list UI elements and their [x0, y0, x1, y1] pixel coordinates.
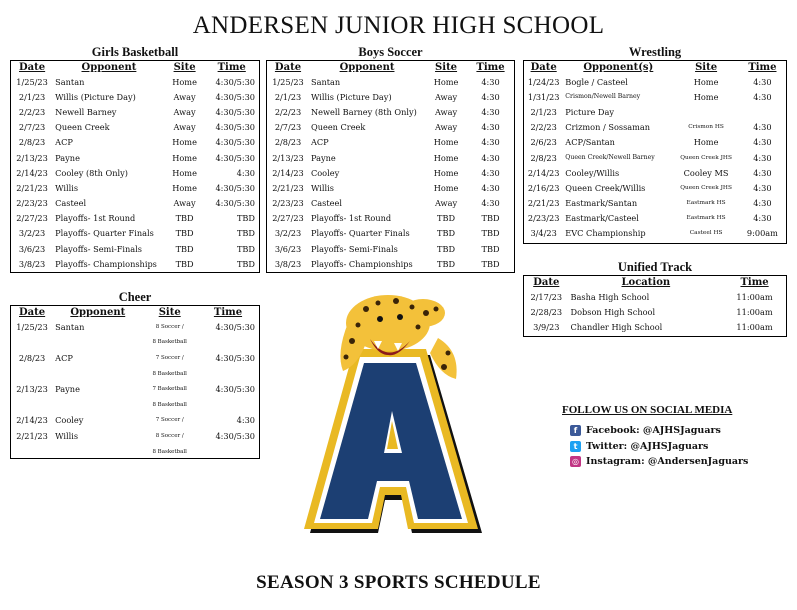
table-row: [524, 165, 786, 180]
table-row: [11, 165, 259, 180]
table-cell: 4:30/5:30: [215, 352, 255, 363]
table-cell: 9:00am: [746, 228, 778, 239]
table-cell: 2/1/23: [18, 91, 46, 102]
table-cell: Eastmark/Casteel: [565, 213, 639, 224]
table-row: [524, 196, 786, 211]
social-heading: FOLLOW US ON SOCIAL MEDIA: [562, 404, 733, 416]
table-cell: Payne: [55, 152, 80, 163]
table-cell: Home: [172, 152, 197, 163]
table-cell: Home: [172, 76, 197, 87]
table-row: [524, 74, 786, 89]
table-cell: 4:30: [236, 167, 255, 178]
table-row: [267, 104, 514, 119]
table-cell: 4:30/5:30: [215, 384, 255, 395]
table-cell: Home: [433, 137, 459, 148]
table-cell: 1/24/23: [527, 76, 560, 87]
girls-basketball-header: Time: [217, 62, 246, 73]
table-cell: Home: [433, 182, 459, 193]
unified-track-table: [523, 275, 787, 337]
twitter-label: Twitter: @AJHSJaguars: [586, 440, 709, 452]
table-cell: Home: [693, 91, 719, 102]
boys-soccer-title: Boys Soccer: [358, 45, 423, 59]
table-cell: Home: [172, 182, 197, 193]
table-cell: 2/6/23: [530, 137, 557, 148]
facebook-row[interactable]: [562, 423, 762, 439]
facebook-icon: f: [570, 425, 581, 436]
table-row: [267, 256, 514, 271]
unified-track-title: Unified Track: [617, 260, 693, 274]
wrestling-header: Site: [695, 62, 718, 73]
table-cell: 4:30: [753, 198, 772, 209]
table-cell: 2/1/23: [530, 106, 557, 117]
table-cell: Away: [173, 91, 196, 102]
table-cell: 2/13/23: [16, 152, 48, 163]
table-cell: 7 Soccer /: [155, 417, 184, 424]
table-cell: Santan: [55, 76, 85, 87]
table-cell: 1/31/23: [527, 91, 560, 102]
table-cell: 2/23/23: [527, 213, 560, 224]
table-cell: 1/25/23: [16, 321, 48, 332]
table-cell: Playoffs- Championships: [310, 258, 413, 269]
table-cell: 2/16/23: [527, 182, 560, 193]
wrestling-title: Wrestling: [628, 45, 682, 59]
social-media-block: [562, 404, 762, 470]
cheer-title: Cheer: [118, 290, 152, 304]
table-cell: 2/27/23: [272, 213, 304, 224]
table-cell: 4:30: [753, 91, 772, 102]
table-cell: Away: [173, 106, 196, 117]
wrestling-header: Time: [748, 62, 777, 73]
table-row: [11, 226, 259, 241]
table-cell: [11, 335, 53, 351]
table-cell: [53, 335, 142, 351]
table-cell: TBD: [481, 213, 500, 224]
table-row: [267, 180, 514, 195]
unified-track-header: Date: [533, 277, 560, 288]
boys-soccer-header: Site: [435, 62, 458, 73]
table-cell: 4:30: [481, 198, 500, 209]
table-cell: 3/9/23: [533, 321, 560, 332]
table-cell: Newell Barney (8th Only): [310, 106, 417, 117]
table-cell: [673, 104, 739, 119]
table-cell: TBD: [236, 228, 255, 239]
table-cell: Willis: [55, 182, 79, 193]
table-cell: 2/17/23: [530, 291, 563, 302]
table-cell: Newell Barney: [55, 106, 117, 117]
table-cell: 4:30/5:30: [215, 321, 255, 332]
table-cell: TBD: [175, 258, 194, 269]
table-cell: 1/25/23: [16, 76, 48, 87]
table-cell: 8 Basketball: [152, 370, 187, 377]
table-cell: Eastmark/Santan: [565, 198, 638, 209]
table-cell: 3/8/23: [274, 258, 302, 269]
table-cell: 3/2/23: [274, 228, 302, 239]
table-cell: 3/6/23: [274, 243, 302, 254]
instagram-row[interactable]: [562, 454, 762, 470]
table-cell: Crismon HS: [688, 124, 724, 131]
table-cell: 4:30: [481, 106, 500, 117]
table-cell: TBD: [437, 243, 456, 254]
table-cell: 2/14/23: [16, 167, 48, 178]
table-row: [11, 366, 259, 382]
table-row: [11, 397, 259, 413]
season-footer: SEASON 3 SPORTS SCHEDULE: [256, 572, 541, 593]
table-row: [267, 89, 514, 104]
table-cell: Home: [693, 137, 719, 148]
table-cell: [197, 335, 259, 351]
table-cell: Santan: [310, 76, 341, 87]
table-cell: TBD: [481, 258, 500, 269]
table-cell: Cooley: [55, 415, 84, 426]
table-cell: [197, 366, 259, 382]
table-cell: 4:30/5:30: [215, 152, 255, 163]
table-row: [11, 211, 259, 226]
table-cell: Queen Creek/Willis: [565, 182, 646, 193]
table-cell: [739, 104, 786, 119]
boys-soccer-table: [266, 60, 515, 273]
table-cell: ACP/Santan: [565, 137, 615, 148]
table-cell: Away: [435, 122, 458, 133]
table-row: [267, 165, 514, 180]
table-cell: 2/1/23: [274, 91, 302, 102]
table-cell: 4:30: [753, 152, 772, 163]
table-cell: 11:00am: [736, 291, 773, 302]
table-row: [524, 319, 786, 334]
table-row: [524, 135, 786, 150]
table-cell: Cooley MS: [683, 167, 729, 178]
table-cell: 2/13/23: [16, 384, 48, 395]
table-row: [267, 135, 514, 150]
table-cell: 2/2/23: [530, 122, 557, 133]
girls-basketball-table: [10, 60, 260, 273]
table-row: [11, 350, 259, 366]
table-cell: 4:30: [481, 167, 500, 178]
table-cell: 4:30: [481, 182, 500, 193]
table-cell: Casteel HS: [689, 230, 723, 237]
cheer-table: [10, 305, 260, 459]
table-row: [11, 428, 259, 444]
table-cell: 4:30: [481, 152, 500, 163]
table-cell: 8 Soccer /: [155, 432, 184, 439]
table-cell: EVC Championship: [565, 228, 646, 239]
table-cell: 7 Soccer /: [155, 354, 184, 361]
table-cell: Willis: [55, 430, 79, 441]
girls-basketball-title: Girls Basketball: [91, 45, 179, 59]
table-cell: 2/14/23: [16, 415, 48, 426]
table-row: [267, 150, 514, 165]
table-row: [267, 211, 514, 226]
table-cell: [11, 444, 53, 460]
table-cell: 4:30: [481, 76, 500, 87]
table-cell: 3/6/23: [18, 243, 46, 254]
table-cell: 4:30: [753, 137, 772, 148]
table-cell: TBD: [437, 228, 456, 239]
table-cell: TBD: [175, 228, 194, 239]
table-row: [11, 256, 259, 271]
table-cell: 4:30/5:30: [215, 430, 255, 441]
table-row: [524, 211, 786, 226]
table-cell: Away: [173, 122, 196, 133]
table-row: [267, 74, 514, 89]
table-cell: Casteel: [310, 198, 342, 209]
table-cell: 7 Basketball: [152, 386, 187, 393]
cheer-header: Date: [19, 307, 46, 318]
table-cell: Casteel: [55, 198, 87, 209]
table-cell: 4:30/5:30: [215, 76, 255, 87]
table-cell: 4:30: [753, 182, 772, 193]
instagram-icon: ◎: [570, 456, 581, 467]
table-cell: Away: [435, 91, 458, 102]
table-cell: 4:30/5:30: [215, 122, 255, 133]
table-cell: [197, 397, 259, 413]
wrestling-header: Opponent(s): [583, 62, 654, 73]
table-cell: 4:30/5:30: [215, 91, 255, 102]
table-cell: 4:30: [753, 167, 772, 178]
table-cell: Willis: [310, 182, 334, 193]
wrestling-header: Date: [530, 62, 557, 73]
table-cell: 2/8/23: [18, 352, 46, 363]
table-cell: TBD: [175, 213, 194, 224]
instagram-label: Instagram: @AndersenJaguars: [586, 456, 749, 468]
table-cell: 3/8/23: [18, 258, 46, 269]
table-cell: 4:30: [753, 122, 772, 133]
table-cell: 4:30/5:30: [215, 182, 255, 193]
wrestling-table: [523, 60, 787, 244]
table-cell: Cooley: [310, 167, 340, 178]
girls-basketball-header: Site: [173, 62, 196, 73]
table-cell: 11:00am: [736, 321, 773, 332]
table-cell: Chandler High School: [570, 321, 663, 332]
table-cell: 8 Basketball: [152, 339, 187, 346]
table-cell: 3/2/23: [18, 228, 46, 239]
table-cell: 2/14/23: [272, 167, 304, 178]
girls-basketball-header: Opponent: [81, 62, 137, 73]
table-cell: Home: [433, 76, 459, 87]
table-cell: Away: [435, 106, 458, 117]
table-row: [524, 89, 786, 104]
table-cell: Playoffs- Semi-Finals: [310, 243, 398, 254]
table-row: [11, 120, 259, 135]
table-cell: 2/2/23: [274, 106, 302, 117]
table-cell: 2/28/23: [530, 306, 563, 317]
table-cell: 2/8/23: [530, 152, 557, 163]
table-cell: Picture Day: [565, 106, 615, 117]
table-cell: TBD: [437, 213, 456, 224]
page-title: ANDERSEN JUNIOR HIGH SCHOOL: [192, 12, 605, 39]
unified-track-header: Location: [621, 277, 671, 288]
table-cell: Eastmark HS: [686, 200, 726, 207]
table-cell: 2/23/23: [16, 198, 48, 209]
table-cell: Cooley/Willis: [565, 167, 620, 178]
table-row: [11, 319, 259, 335]
table-cell: 2/8/23: [274, 137, 302, 148]
table-cell: Eastmark HS: [686, 215, 726, 222]
table-cell: Home: [693, 76, 719, 87]
table-row: [11, 104, 259, 119]
table-cell: 2/27/23: [16, 213, 48, 224]
table-cell: [197, 444, 259, 460]
table-cell: 1/25/23: [272, 76, 304, 87]
table-cell: TBD: [437, 258, 456, 269]
table-cell: Cooley (8th Only): [55, 167, 128, 178]
table-cell: 8 Soccer /: [155, 323, 184, 330]
table-cell: [53, 397, 142, 413]
table-cell: 2/21/23: [16, 430, 48, 441]
table-cell: Away: [435, 198, 458, 209]
table-cell: 4:30: [481, 122, 500, 133]
table-cell: Santan: [55, 321, 85, 332]
table-cell: TBD: [481, 243, 500, 254]
table-cell: TBD: [175, 243, 194, 254]
table-cell: Playoffs- Quarter Finals: [310, 228, 410, 239]
table-cell: Playoffs- 1st Round: [310, 213, 392, 224]
unified-track-header: Time: [740, 277, 769, 288]
table-cell: [53, 366, 142, 382]
table-cell: 2/21/23: [272, 182, 304, 193]
table-cell: 2/8/23: [18, 137, 46, 148]
table-row: [524, 104, 786, 119]
cheer-header: Opponent: [70, 307, 126, 318]
table-cell: Queen Creek JHS: [680, 184, 732, 191]
table-cell: Willis (Picture Day): [310, 91, 392, 102]
table-row: [267, 196, 514, 211]
table-row: [267, 120, 514, 135]
table-cell: TBD: [236, 213, 255, 224]
table-cell: Queen Creek: [310, 122, 366, 133]
table-cell: 2/7/23: [18, 122, 46, 133]
table-cell: Payne: [310, 152, 336, 163]
table-row: [267, 226, 514, 241]
table-row: [524, 289, 786, 304]
table-cell: TBD: [481, 228, 500, 239]
table-cell: 11:00am: [736, 306, 773, 317]
table-cell: Playoffs- Championships: [55, 258, 157, 269]
table-cell: 2/21/23: [16, 182, 48, 193]
table-cell: Home: [433, 152, 459, 163]
table-row: [11, 74, 259, 89]
table-cell: 2/13/23: [272, 152, 304, 163]
table-cell: Queen Creek/Newell Barney: [565, 154, 655, 162]
table-cell: Crizmon / Sossaman: [565, 122, 651, 133]
table-cell: Queen Creek JHS: [680, 154, 732, 161]
table-row: [11, 196, 259, 211]
table-row: [524, 180, 786, 195]
table-row: [11, 381, 259, 397]
table-row: [267, 241, 514, 256]
cheer-header: Site: [158, 307, 181, 318]
table-cell: Playoffs- 1st Round: [55, 213, 136, 224]
table-row: [11, 241, 259, 256]
boys-soccer-header: Date: [274, 62, 302, 73]
table-cell: Basha High School: [570, 291, 650, 302]
table-row: [11, 335, 259, 351]
girls-basketball-header: Date: [19, 62, 46, 73]
twitter-icon: t: [570, 441, 581, 452]
table-cell: 4:30/5:30: [215, 137, 255, 148]
table-row: [11, 150, 259, 165]
table-cell: ACP: [310, 137, 329, 148]
table-cell: 4:30/5:30: [215, 106, 255, 117]
table-cell: 2/7/23: [274, 122, 302, 133]
table-row: [11, 180, 259, 195]
table-cell: [53, 444, 142, 460]
table-cell: Away: [173, 198, 196, 209]
table-cell: 8 Basketball: [152, 401, 187, 408]
table-cell: 4:30: [481, 137, 500, 148]
cheer-header: Time: [213, 307, 243, 318]
table-row: [524, 226, 786, 241]
table-cell: 8 Basketball: [152, 448, 187, 455]
table-cell: 2/23/23: [272, 198, 304, 209]
table-cell: Home: [172, 137, 197, 148]
table-cell: Playoffs- Semi-Finals: [55, 243, 142, 254]
table-cell: 4:30/5:30: [215, 198, 255, 209]
table-cell: Playoffs- Quarter Finals: [55, 228, 154, 239]
table-cell: Crismon/Newell Barney: [565, 93, 641, 101]
table-cell: 2/2/23: [18, 106, 46, 117]
table-row: [11, 89, 259, 104]
table-cell: [11, 366, 53, 382]
table-cell: TBD: [236, 243, 255, 254]
table-cell: 4:30: [753, 76, 772, 87]
table-cell: 4:30: [481, 91, 500, 102]
table-cell: [11, 397, 53, 413]
table-cell: 4:30: [236, 415, 255, 426]
boys-soccer-header: Opponent: [339, 62, 395, 73]
table-cell: Bogle / Casteel: [565, 76, 628, 87]
table-cell: Queen Creek: [55, 122, 110, 133]
table-cell: Home: [172, 167, 197, 178]
table-cell: Willis (Picture Day): [55, 91, 136, 102]
table-row: [524, 120, 786, 135]
table-row: [11, 413, 259, 429]
table-row: [11, 444, 259, 460]
facebook-label: Facebook: @AJHSJaguars: [586, 425, 721, 437]
table-row: [524, 150, 786, 165]
jaguar-logo: [288, 283, 498, 543]
table-cell: ACP: [55, 137, 73, 148]
table-row: [11, 135, 259, 150]
table-cell: 2/14/23: [527, 167, 560, 178]
table-row: [524, 304, 786, 319]
table-cell: TBD: [236, 258, 255, 269]
table-cell: 3/4/23: [530, 228, 557, 239]
table-cell: Dobson High School: [570, 306, 656, 317]
boys-soccer-header: Time: [476, 62, 505, 73]
twitter-row[interactable]: [562, 439, 762, 455]
table-cell: Home: [433, 167, 459, 178]
table-cell: Payne: [55, 384, 80, 395]
table-cell: ACP: [55, 352, 73, 363]
table-cell: 2/21/23: [527, 198, 560, 209]
table-cell: 4:30: [753, 213, 772, 224]
